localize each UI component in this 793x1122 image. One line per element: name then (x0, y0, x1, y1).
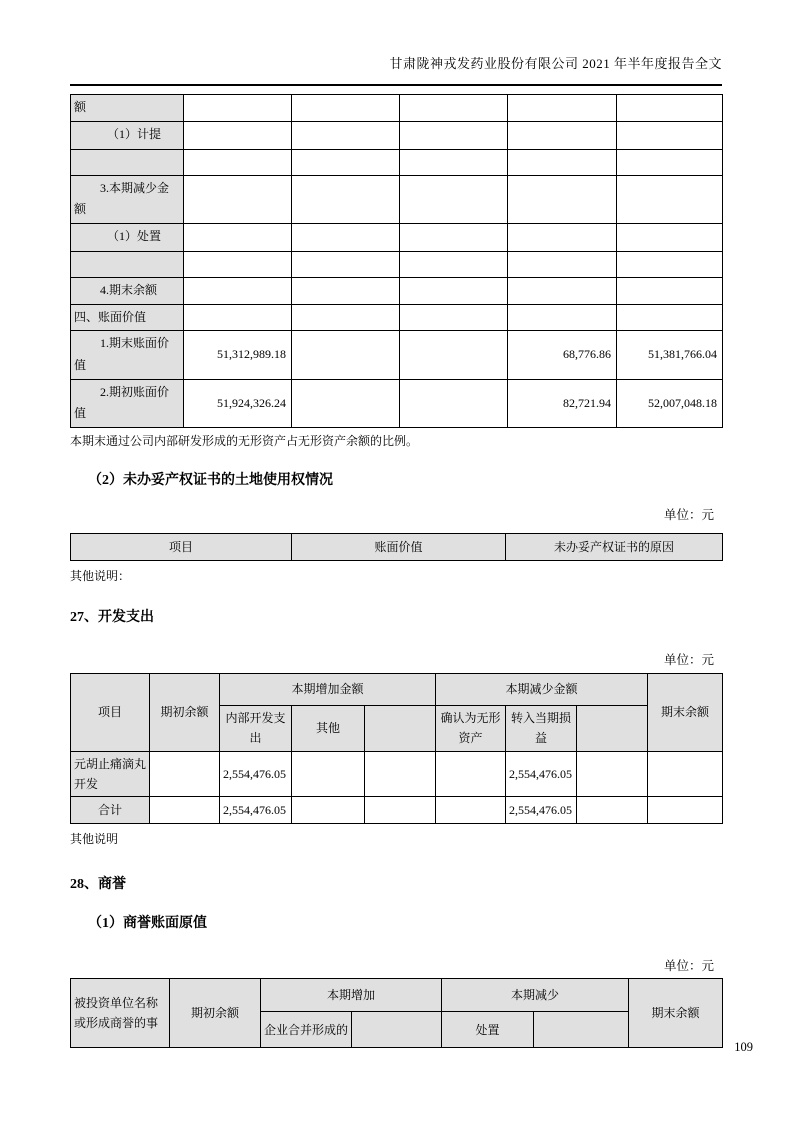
row-label-cell: 额 (71, 95, 184, 122)
value-cell (292, 95, 400, 122)
value-cell (400, 175, 508, 223)
header-cell: 期初余额 (170, 979, 261, 1048)
value-cell (617, 251, 723, 277)
table-row (71, 251, 723, 277)
value-cell (184, 304, 292, 331)
table-header-row (71, 673, 723, 705)
header-cell: 转入当期损益 (506, 705, 577, 751)
header-cell (577, 705, 648, 751)
value-cell (617, 304, 723, 331)
value-cell (292, 175, 400, 223)
value-cell (508, 251, 617, 277)
value-cell: 51,924,326.24 (184, 379, 292, 427)
header-cell: 期末余额 (648, 673, 723, 751)
header-cell: 本期增加金额 (220, 673, 436, 705)
table-row (71, 751, 723, 797)
value-cell (508, 149, 617, 175)
table-row (71, 175, 723, 223)
value-cell: 82,721.94 (508, 379, 617, 427)
value-cell (436, 751, 506, 797)
intangible-note: 本期末通过公司内部研发形成的无形资产占无形资产余额的比例。 (70, 433, 419, 448)
value-cell (617, 277, 723, 304)
header-cell: 本期减少 (442, 979, 629, 1012)
value-cell: 2,554,476.05 (220, 797, 292, 824)
value-cell (292, 304, 400, 331)
value-cell (508, 95, 617, 122)
value-cell (617, 95, 723, 122)
value-cell (508, 277, 617, 304)
page-content (70, 0, 722, 1048)
row-label-cell: 四、账面价值 (71, 304, 184, 331)
value-cell (292, 331, 400, 379)
value-cell: 2,554,476.05 (506, 797, 577, 824)
value-cell (184, 223, 292, 251)
value-cell (508, 175, 617, 223)
value-cell (184, 95, 292, 122)
table-row (71, 95, 723, 122)
value-cell (400, 95, 508, 122)
subsection-heading-goodwill-original-value: （1）商誉账面原值 (88, 916, 207, 932)
value-cell (436, 797, 506, 824)
row-label-cell: （1）处置 (71, 223, 184, 251)
table-row (71, 304, 723, 331)
header-cell: 项目 (71, 673, 150, 751)
row-label-cell: 2.期初账面价值 (71, 379, 184, 427)
value-cell (508, 304, 617, 331)
other-notes-label: 其他说明 (70, 832, 119, 847)
value-cell (184, 251, 292, 277)
header-cell: 期末余额 (629, 979, 723, 1048)
header-divider (70, 84, 722, 86)
row-label-cell: 元胡止痛滴丸开发 (71, 751, 150, 797)
value-cell (400, 251, 508, 277)
page-number: 109 (734, 1040, 753, 1054)
value-cell (150, 797, 220, 824)
value-cell (150, 751, 220, 797)
unit-label: 单位：元 (663, 959, 714, 974)
value-cell: 51,312,989.18 (184, 331, 292, 379)
header-cell: 处置 (442, 1012, 534, 1048)
header-cell: 账面价值 (292, 533, 506, 560)
report-header-title: 甘肃陇神戎发药业股份有限公司 2021 年半年度报告全文 (389, 56, 722, 71)
value-cell (292, 149, 400, 175)
value-cell: 68,776.86 (508, 331, 617, 379)
table-row (71, 797, 723, 824)
other-notes-label: 其他说明： (70, 568, 131, 583)
header-cell: 其他 (292, 705, 365, 751)
land-use-rights-table (70, 533, 723, 561)
header-cell: 本期增加 (261, 979, 442, 1012)
row-label-cell: （1）计提 (71, 121, 184, 149)
value-cell (184, 149, 292, 175)
value-cell (648, 751, 723, 797)
value-cell (400, 277, 508, 304)
value-cell (508, 223, 617, 251)
value-cell: 2,554,476.05 (220, 751, 292, 797)
table-header-row (71, 979, 723, 1012)
value-cell (617, 121, 723, 149)
value-cell (577, 797, 648, 824)
table-row (71, 331, 723, 379)
value-cell (508, 121, 617, 149)
table-row (71, 379, 723, 427)
section-heading-goodwill: 28、商誉 (70, 877, 126, 893)
table-row (71, 223, 723, 251)
row-label-cell: 1.期末账面价值 (71, 331, 184, 379)
table-row (71, 149, 723, 175)
row-label-cell: 合计 (71, 797, 150, 824)
value-cell (617, 175, 723, 223)
value-cell: 2,554,476.05 (506, 751, 577, 797)
header-cell (534, 1012, 629, 1048)
header-cell: 项目 (71, 533, 292, 560)
value-cell (184, 175, 292, 223)
value-cell (292, 121, 400, 149)
value-cell (400, 331, 508, 379)
value-cell (400, 304, 508, 331)
value-cell (292, 751, 365, 797)
value-cell (292, 379, 400, 427)
section-heading-dev-expenditure: 27、开发支出 (70, 609, 154, 625)
row-label-cell (71, 149, 184, 175)
header-cell (352, 1012, 442, 1048)
row-label-cell: 3.本期减少金额 (71, 175, 184, 223)
row-label-cell (71, 251, 184, 277)
value-cell: 51,381,766.04 (617, 331, 723, 379)
value-cell (365, 797, 436, 824)
dev-expenditure-table (70, 673, 723, 825)
header-cell: 被投资单位名称或形成商誉的事 (71, 979, 170, 1048)
table-header-row (71, 533, 723, 560)
header-cell: 企业合并形成的 (261, 1012, 352, 1048)
header-cell (365, 705, 436, 751)
header-cell: 本期减少金额 (436, 673, 648, 705)
value-cell (617, 149, 723, 175)
value-cell (400, 379, 508, 427)
header-cell: 未办妥产权证书的原因 (506, 533, 723, 560)
value-cell (617, 223, 723, 251)
value-cell (400, 149, 508, 175)
value-cell (184, 277, 292, 304)
unit-label: 单位：元 (663, 507, 714, 522)
value-cell (292, 797, 365, 824)
table-row (71, 277, 723, 304)
header-cell: 内部开发支出 (220, 705, 292, 751)
row-label-cell: 4.期末余额 (71, 277, 184, 304)
value-cell (400, 121, 508, 149)
value-cell (292, 277, 400, 304)
goodwill-table (70, 978, 723, 1048)
intangible-assets-table (70, 94, 723, 428)
value-cell (577, 751, 648, 797)
section-heading-land-use: （2）未办妥产权证书的土地使用权情况 (88, 472, 333, 488)
value-cell (292, 223, 400, 251)
header-cell: 确认为无形资产 (436, 705, 506, 751)
value-cell (365, 751, 436, 797)
table-row (71, 121, 723, 149)
value-cell (648, 797, 723, 824)
value-cell (292, 251, 400, 277)
header-cell: 期初余额 (150, 673, 220, 751)
value-cell: 52,007,048.18 (617, 379, 723, 427)
value-cell (400, 223, 508, 251)
unit-label: 单位：元 (663, 652, 714, 667)
value-cell (184, 121, 292, 149)
